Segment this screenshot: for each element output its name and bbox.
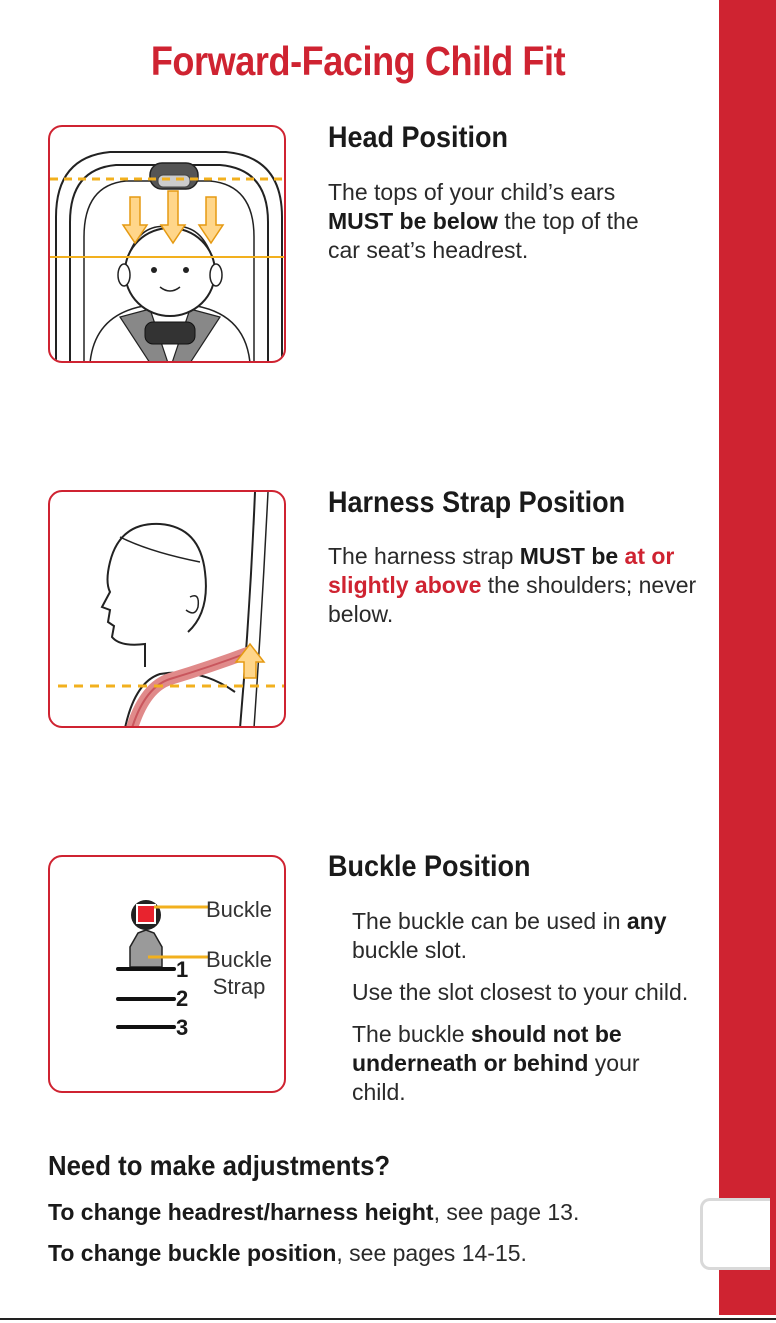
page-tab — [700, 1198, 770, 1270]
harness-text-bold: MUST be — [519, 543, 619, 569]
head-text-bold: MUST be below — [328, 208, 498, 234]
harness-position-text — [328, 542, 698, 629]
adjustments-line-buckle: To change buckle position, see pages 14-15. — [48, 1240, 527, 1266]
page-title: Forward-Facing Child Fit — [150, 38, 566, 84]
slot-number-3: 3 — [176, 1015, 189, 1040]
head-position-heading: Head Position — [328, 121, 509, 154]
buckle-text-p2: Use the slot closest to your child. — [352, 979, 689, 1005]
bottom-rule — [0, 1318, 776, 1320]
slot-number-1: 1 — [176, 957, 189, 982]
harness-text-intro: The harness strap — [328, 543, 520, 569]
head-text-line2: the top of the — [497, 208, 639, 234]
adjustments-line-headrest: To change headrest/harness height, see page 13. — [48, 1199, 580, 1225]
buckle-strap-label — [206, 946, 272, 1000]
adjustments-heading: Need to make adjustments? — [48, 1150, 391, 1181]
buckle-strap-label-line1: Buckle — [206, 947, 273, 972]
head-position-text — [328, 178, 698, 265]
buckle-strap-label-line2: Strap — [212, 974, 266, 999]
harness-text-rest: the shoulders; never below. — [328, 572, 697, 627]
slot-number-2: 2 — [176, 986, 189, 1011]
buckle-label: Buckle — [206, 897, 273, 922]
side-color-bar — [719, 0, 776, 1315]
child-head-in-seat-icon — [48, 125, 286, 363]
child-profile-harness-icon — [48, 490, 286, 728]
buckle-text-p1: The buckle can be used in any buckle slot. — [352, 908, 667, 963]
head-text-line1: The tops of your child’s ears — [328, 179, 616, 205]
harness-text-red: at or slightly above — [328, 543, 675, 598]
harness-position-heading: Harness Strap Position — [328, 486, 626, 519]
buckle-position-text — [352, 907, 692, 1120]
head-text-line3: car seat’s headrest. — [328, 237, 529, 263]
buckle-position-heading: Buckle Position — [328, 850, 531, 883]
buckle-text-p3: The buckle should not be underneath or behind your child. — [352, 1021, 640, 1105]
